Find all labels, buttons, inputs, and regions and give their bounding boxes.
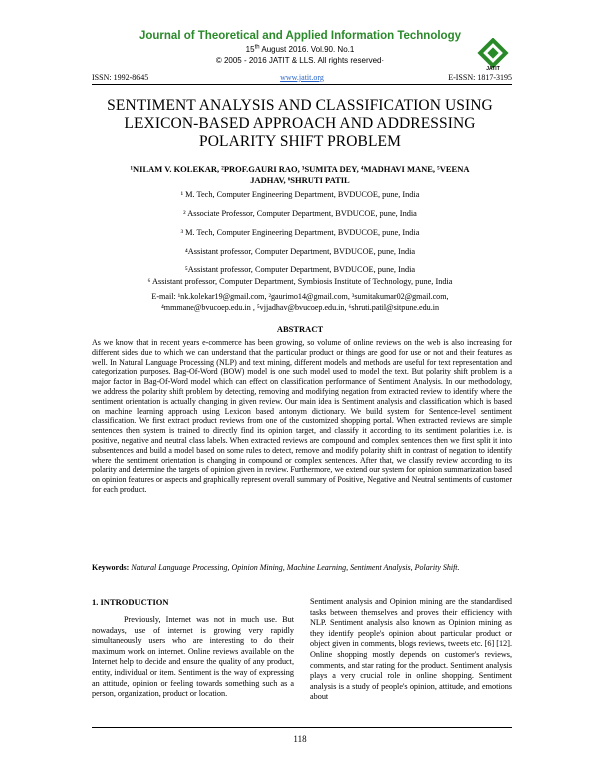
keywords-list: Natural Language Processing, Opinion Mining, Machine Learning, Sentiment Analysis, Polarity Shift. [131,563,460,572]
authors [100,164,500,186]
footer-rule [92,727,512,728]
section-heading-introduction: 1. INTRODUCTION [92,597,169,607]
page-number: 118 [293,734,307,744]
header-rule [92,84,512,85]
logo-text: JATIT [486,66,500,72]
left-column-text: Previously, Internet was not in much use. But nowadays, use of internet is growing very rapidly simultaneously users who are interesting to do their maximum work on internet. Online reviews available on the Internet help to decide and ensure the quality of any product, entity, individual or item. Sentiment is the way of expressing an attitude, opinion or feeling towards something such as a person, organization, product or location. [92,615,294,699]
journal-url-link[interactable]: www.jatit.org [280,73,324,82]
issue-rest: August 2016. Vol.90. No.1 [259,45,355,54]
abstract-heading: ABSTRACT [276,324,324,334]
abstract-body: As we know that in recent years e-commerce has been growing, so volume of online reviews on the web is also increasing for different sides due to which we can understand that the particular product or things are good for use or not and their features as well. In Natural Language Processing (NLP) and text mining, different models and methods are useful for text representation and categorization purposes. Bag-Of-Word (BOW) model is one such model used to model the text. But polarity shift problem is a major factor in Bag-Of-Word model which can effect on classification performance of Sentiment Analysis. In our methodology, we address the polarity shift problem by detecting, removing and modifying negation from extracted review to identify where the sentiment orientation is actually changing in given review. Our main idea is Sentiment analysis and classification which is based on machine learning approach using Lexicon based antonym dictionary. We build system for Sentence-level sentiment classification. We first extract product reviews from one of the customized shopping portal. When extracted reviews are simple sentences then system is trained to directly find its opinion target, and classify it according to its sentiment polarities i.e. is positive, negative and neutral class labels. When extracted reviews are compound and complex sentences then we first split it into subsentences and build a model based on some rules to detect, remove and modify polarity shift in contrast of negation to identify where the sentiment orientation is changing in compound or complex sentences. After that, we classify review according to its polarity and determine the targets of opinion given in review. Furthermore, we extend our system for opinion summarization based on opinion features or aspects and graphically represent overall summary of Positive, Negative and Neutral sentiments of customer for each product. [92,338,512,494]
issue-day-suffix: th [254,44,260,51]
affiliation: ³ M. Tech, Computer Engineering Department, BVDUCOE, pune, India [180,228,420,237]
authors-line: ¹NILAM V. KOLEKAR, ²PROF.GAURI RAO, ³SUMITA DEY, ⁴MADHAVI MANE, ⁵VEENA [130,164,470,174]
affiliation: ⁶ Assistant professor, Computer Department, Symbiosis Institute of Technology, pune, India [147,277,453,286]
copyright: © 2005 - 2016 JATIT & LLS. All rights reserved· [215,56,385,65]
authors-line: JADHAV, ⁶SHRUTI PATIL [250,175,350,185]
keywords-label: Keywords: [92,563,130,572]
email-list [70,292,530,313]
eissn: E-ISSN: 1817-3195 [448,73,512,82]
paper-title [80,97,520,151]
affiliation: ⁴Assistant professor, Computer Department, BVDUCOE, pune, India [184,247,416,256]
title-line: POLARITY SHIFT PROBLEM [198,133,401,150]
email-line: ⁴mmmane@bvucoep.edu.in , ⁵vjjadhav@bvucoep.edu.in, ⁶shruti.patil@sitpune.edu.in [160,302,440,312]
issue-info [0,45,600,54]
affiliation: ⁵Assistant professor, Computer Department, BVDUCOE, pune, India [184,265,416,274]
journal-title: Journal of Theoretical and Applied Information Technology [138,30,462,42]
title-line: LEXICON-BASED APPROACH AND ADDRESSING [124,115,476,132]
email-line: E-mail: ¹nk.kolekar19@gmail.com, ²gaurimo14@gmail.com, ³sumitakumar02@gmail.com, [151,292,449,301]
issue-day: 15 [245,45,255,54]
keywords [92,563,512,573]
right-column-text: Sentiment analysis and Opinion mining are the standardised tasks between themselves and proves their efficiency with NLP. Sentiment analysis also known as Opinion mining as they identify people's opinion about particular product or object given in comments, blogs reviews, tweets etc. [6] [12]. Online shopping mostly depends on customer's reviews, comments, and star rating for the product. Sentiment analysis plays a very crucial role in online shopping. Sentiment analysis is a study of people's opinion, attitude, and emotions about [310,597,512,702]
affiliation: ¹ M. Tech, Computer Engineering Department, BVDUCOE, pune, India [180,190,420,199]
affiliation: ² Associate Professor, Computer Department, BVDUCOE, pune, India [183,209,417,218]
title-line: SENTIMENT ANALYSIS AND CLASSIFICATION USING [107,97,493,114]
issn: ISSN: 1992-8645 [92,73,149,82]
